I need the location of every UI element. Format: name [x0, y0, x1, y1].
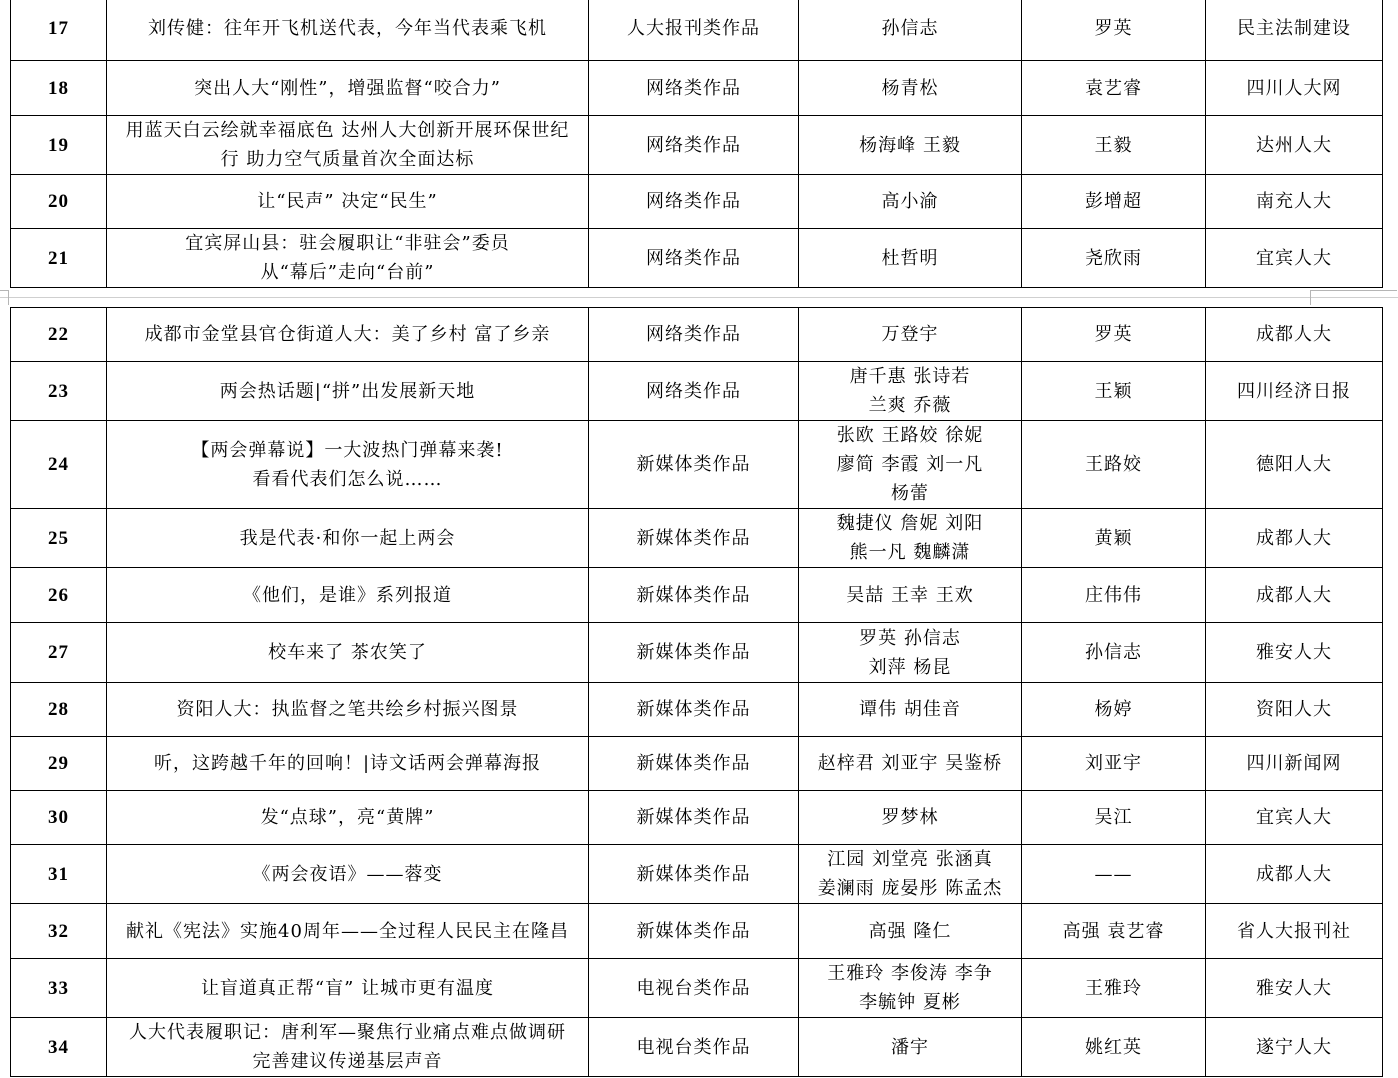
awards-table-top	[10, 0, 1383, 288]
editor-cell	[1022, 421, 1206, 509]
row-number: 29	[48, 753, 69, 774]
table-row	[11, 791, 1383, 845]
editor-text: ——	[1094, 863, 1133, 885]
title-line: 看看代表们怎么说……	[252, 468, 443, 490]
title-cell	[107, 0, 589, 61]
editor-cell	[1022, 791, 1206, 845]
authors-line: 兰爽 乔薇	[868, 395, 952, 416]
editor-text: 尧欣雨	[1085, 247, 1142, 269]
editor-cell	[1022, 362, 1206, 421]
unit-text: 四川人大网	[1246, 77, 1342, 99]
row-number: 24	[48, 454, 69, 475]
unit-text: 民主法制建设	[1237, 18, 1351, 39]
editor-cell	[1022, 737, 1206, 791]
editor-cell	[1022, 904, 1206, 959]
title-cell	[107, 229, 589, 288]
authors-line: 吴喆 王幸 王欢	[846, 584, 974, 606]
title-line: 突出人大“刚性”，增强监督“咬合力”	[194, 77, 501, 99]
title-line: 两会热话题|“拼”出发展新天地	[219, 380, 476, 402]
unit-cell	[1206, 845, 1383, 904]
authors-cell	[799, 623, 1022, 683]
unit-text: 雅安人大	[1256, 977, 1332, 999]
editor-text: 王路姣	[1085, 454, 1142, 475]
row-number: 21	[48, 247, 69, 269]
unit-cell	[1206, 509, 1383, 568]
authors-line: 熊一凡 魏麟潇	[849, 542, 971, 563]
authors-line: 高强 隆仁	[868, 920, 952, 942]
title-cell	[107, 421, 589, 509]
title-line: 听，这跨越千年的回响！|诗文话两会弹幕海报	[153, 753, 542, 774]
title-line: 成都市金堂县官仓街道人大：美了乡村 富了乡亲	[144, 324, 551, 345]
unit-cell	[1206, 791, 1383, 845]
title-cell	[107, 116, 589, 175]
category-cell	[589, 362, 799, 421]
title-cell	[107, 568, 589, 623]
category-text: 电视台类作品	[636, 1036, 751, 1058]
row-number: 17	[48, 18, 69, 39]
category-cell	[589, 175, 799, 229]
editor-text: 王颖	[1094, 380, 1133, 402]
category-cell	[589, 1018, 799, 1077]
title-line: 宜宾屏山县：驻会履职让“非驻会”委员	[185, 233, 510, 254]
category-text: 新媒体类作品	[636, 699, 751, 720]
unit-cell	[1206, 623, 1383, 683]
row-number-cell	[11, 421, 107, 509]
category-cell	[589, 116, 799, 175]
authors-line: 赵梓君 刘亚宇 吴鉴桥	[817, 753, 1003, 774]
table-row	[11, 509, 1383, 568]
table-row	[11, 737, 1383, 791]
unit-text: 成都人大	[1256, 584, 1332, 606]
title-line: 人大代表履职记：唐利军—聚焦行业痛点难点做调研	[129, 1022, 566, 1043]
title-cell	[107, 623, 589, 683]
category-text: 人大报刊类作品	[627, 18, 760, 39]
table-row	[11, 175, 1383, 229]
table-row	[11, 421, 1383, 509]
unit-cell	[1206, 1018, 1383, 1077]
category-cell	[589, 683, 799, 737]
awards-table-bottom	[10, 307, 1383, 1077]
authors-cell	[799, 229, 1022, 288]
editor-text: 袁艺睿	[1085, 77, 1142, 99]
editor-text: 王毅	[1094, 134, 1133, 156]
unit-text: 四川经济日报	[1237, 380, 1351, 402]
editor-cell	[1022, 509, 1206, 568]
row-number-cell	[11, 308, 107, 362]
authors-cell	[799, 421, 1022, 509]
page-corner-mark-left	[0, 290, 9, 305]
authors-line: 孙信志	[881, 18, 939, 39]
title-cell	[107, 1018, 589, 1077]
category-cell	[589, 308, 799, 362]
editor-cell	[1022, 116, 1206, 175]
row-number: 26	[48, 584, 69, 606]
row-number: 32	[48, 920, 69, 942]
authors-line: 王雅玲 李俊涛 李争	[827, 963, 993, 984]
editor-cell	[1022, 568, 1206, 623]
editor-text: 姚红英	[1085, 1036, 1142, 1058]
unit-text: 成都人大	[1256, 324, 1332, 345]
row-number-cell	[11, 175, 107, 229]
title-line: 【两会弹幕说】一大波热门弹幕来袭!	[191, 439, 504, 461]
title-cell	[107, 61, 589, 116]
category-cell	[589, 959, 799, 1018]
authors-line: 李毓钟 夏彬	[859, 992, 961, 1013]
title-line: 从“幕后”走向“台前”	[260, 262, 435, 283]
category-cell	[589, 623, 799, 683]
authors-line: 潘宇	[891, 1036, 929, 1058]
editor-text: 孙信志	[1085, 642, 1142, 663]
authors-cell	[799, 116, 1022, 175]
row-number-cell	[11, 959, 107, 1018]
table-row	[11, 1018, 1383, 1077]
authors-line: 张欧 王路姣 徐妮	[836, 425, 984, 446]
row-number: 34	[48, 1036, 69, 1058]
category-text: 网络类作品	[646, 77, 741, 99]
unit-text: 宜宾人大	[1256, 807, 1332, 828]
authors-cell	[799, 175, 1022, 229]
authors-line: 杜哲明	[881, 247, 939, 269]
authors-cell	[799, 61, 1022, 116]
unit-cell	[1206, 175, 1383, 229]
row-number-cell	[11, 229, 107, 288]
editor-text: 罗英	[1094, 324, 1133, 345]
row-number-cell	[11, 509, 107, 568]
category-text: 新媒体类作品	[636, 863, 751, 885]
category-text: 新媒体类作品	[636, 642, 751, 663]
title-line: 我是代表·和你一起上两会	[239, 527, 456, 549]
category-text: 新媒体类作品	[636, 753, 751, 774]
authors-line: 杨青松	[881, 77, 939, 99]
unit-cell	[1206, 362, 1383, 421]
title-cell	[107, 175, 589, 229]
editor-text: 罗英	[1094, 18, 1133, 39]
category-text: 网络类作品	[646, 324, 741, 345]
authors-line: 杨蕾	[891, 483, 929, 504]
editor-text: 杨婷	[1094, 699, 1133, 720]
editor-cell	[1022, 1018, 1206, 1077]
row-number: 25	[48, 527, 69, 549]
title-cell	[107, 362, 589, 421]
editor-cell	[1022, 0, 1206, 61]
row-number: 19	[48, 134, 69, 156]
table-row	[11, 683, 1383, 737]
unit-cell	[1206, 959, 1383, 1018]
unit-text: 雅安人大	[1256, 642, 1332, 663]
editor-text: 庄伟伟	[1085, 584, 1142, 606]
editor-text: 黄颖	[1094, 527, 1133, 549]
page-corner-mark-right	[1310, 290, 1397, 305]
unit-text: 南充人大	[1256, 191, 1332, 212]
editor-cell	[1022, 308, 1206, 362]
authors-cell	[799, 308, 1022, 362]
editor-cell	[1022, 175, 1206, 229]
authors-line: 江园 刘堂亮 张涵真	[827, 849, 993, 870]
table-row	[11, 229, 1383, 288]
unit-text: 省人大报刊社	[1237, 920, 1351, 942]
row-number-cell	[11, 683, 107, 737]
row-number-cell	[11, 791, 107, 845]
unit-cell	[1206, 737, 1383, 791]
category-cell	[589, 509, 799, 568]
authors-line: 唐千惠 张诗若	[849, 366, 971, 387]
title-line: 让“民声” 决定“民生”	[257, 191, 438, 212]
row-number-cell	[11, 904, 107, 959]
title-line: 刘传健：往年开飞机送代表，今年当代表乘飞机	[148, 18, 547, 39]
authors-line: 万登宇	[881, 324, 939, 345]
authors-line: 姜澜雨 庞晏彤 陈孟杰	[817, 878, 1003, 899]
row-number-cell	[11, 568, 107, 623]
authors-line: 高小渝	[881, 191, 939, 212]
unit-text: 四川新闻网	[1246, 753, 1342, 774]
authors-line: 罗梦林	[881, 807, 939, 828]
row-number-cell	[11, 116, 107, 175]
authors-cell	[799, 568, 1022, 623]
row-number-cell	[11, 0, 107, 61]
authors-cell	[799, 737, 1022, 791]
authors-line: 魏捷仪 詹妮 刘阳	[836, 513, 984, 534]
title-line: 校车来了 茶农笑了	[268, 642, 427, 663]
page-break-line	[0, 297, 1398, 298]
unit-cell	[1206, 308, 1383, 362]
row-number-cell	[11, 362, 107, 421]
title-cell	[107, 845, 589, 904]
editor-cell	[1022, 683, 1206, 737]
unit-text: 成都人大	[1256, 527, 1332, 549]
category-cell	[589, 737, 799, 791]
authors-line: 杨海峰 王毅	[859, 134, 961, 156]
unit-text: 达州人大	[1256, 134, 1332, 156]
category-text: 新媒体类作品	[636, 920, 751, 942]
authors-cell	[799, 683, 1022, 737]
editor-text: 高强 袁艺睿	[1062, 920, 1165, 942]
editor-cell	[1022, 623, 1206, 683]
authors-line: 谭伟 胡佳音	[859, 699, 961, 720]
category-text: 新媒体类作品	[636, 527, 751, 549]
editor-text: 王雅玲	[1085, 977, 1142, 999]
authors-cell	[799, 509, 1022, 568]
editor-text: 彭增超	[1085, 191, 1142, 212]
row-number: 33	[48, 977, 69, 999]
table-row	[11, 568, 1383, 623]
title-cell	[107, 791, 589, 845]
unit-text: 成都人大	[1256, 863, 1332, 885]
category-cell	[589, 904, 799, 959]
category-cell	[589, 0, 799, 61]
category-text: 新媒体类作品	[636, 454, 751, 475]
table-row	[11, 116, 1383, 175]
unit-cell	[1206, 421, 1383, 509]
category-cell	[589, 61, 799, 116]
table-row	[11, 0, 1383, 61]
authors-cell	[799, 959, 1022, 1018]
row-number: 22	[48, 324, 69, 345]
title-line: 《他们，是谁》系列报道	[243, 584, 452, 606]
title-cell	[107, 509, 589, 568]
unit-cell	[1206, 0, 1383, 61]
title-line: 《两会夜语》——蓉变	[252, 863, 443, 885]
unit-cell	[1206, 904, 1383, 959]
row-number: 28	[48, 699, 69, 720]
title-line: 献礼《宪法》实施40周年——全过程人民民主在隆昌	[126, 920, 569, 942]
unit-text: 德阳人大	[1256, 454, 1332, 475]
row-number-cell	[11, 737, 107, 791]
table-row	[11, 308, 1383, 362]
authors-cell	[799, 362, 1022, 421]
editor-text: 吴江	[1094, 807, 1133, 828]
table-row	[11, 959, 1383, 1018]
authors-line: 刘萍 杨昆	[868, 656, 952, 678]
unit-cell	[1206, 683, 1383, 737]
authors-cell	[799, 904, 1022, 959]
editor-cell	[1022, 959, 1206, 1018]
row-number: 31	[48, 863, 69, 885]
row-number: 30	[48, 807, 69, 828]
title-cell	[107, 959, 589, 1018]
title-cell	[107, 308, 589, 362]
row-number-cell	[11, 61, 107, 116]
title-line: 资阳人大：执监督之笔共绘乡村振兴图景	[176, 699, 519, 720]
title-line: 让盲道真正帮“盲” 让城市更有温度	[200, 977, 495, 999]
authors-line: 廖简 李霞 刘一凡	[836, 454, 984, 475]
category-cell	[589, 421, 799, 509]
unit-text: 遂宁人大	[1256, 1036, 1332, 1058]
table-row	[11, 362, 1383, 421]
unit-cell	[1206, 61, 1383, 116]
category-cell	[589, 568, 799, 623]
category-cell	[589, 791, 799, 845]
category-text: 电视台类作品	[636, 977, 751, 999]
unit-text: 宜宾人大	[1256, 247, 1332, 269]
title-cell	[107, 683, 589, 737]
row-number: 18	[48, 77, 69, 99]
row-number-cell	[11, 1018, 107, 1077]
row-number: 20	[48, 191, 69, 212]
category-text: 网络类作品	[646, 380, 741, 402]
table-row	[11, 623, 1383, 683]
authors-cell	[799, 845, 1022, 904]
category-cell	[589, 845, 799, 904]
row-number: 27	[48, 642, 69, 663]
category-text: 新媒体类作品	[636, 807, 751, 828]
unit-cell	[1206, 116, 1383, 175]
title-line: 用蓝天白云绘就幸福底色 达州人大创新开展环保世纪	[125, 120, 570, 141]
authors-cell	[799, 0, 1022, 61]
row-number: 23	[48, 380, 69, 402]
authors-cell	[799, 1018, 1022, 1077]
table-row	[11, 845, 1383, 904]
title-cell	[107, 737, 589, 791]
editor-text: 刘亚宇	[1085, 753, 1142, 774]
category-text: 网络类作品	[646, 134, 741, 156]
category-text: 新媒体类作品	[636, 584, 751, 606]
editor-cell	[1022, 61, 1206, 116]
editor-cell	[1022, 229, 1206, 288]
unit-text: 资阳人大	[1256, 699, 1332, 720]
row-number-cell	[11, 845, 107, 904]
table-row	[11, 61, 1383, 116]
title-line: 行 助力空气质量首次全面达标	[220, 149, 475, 170]
unit-cell	[1206, 568, 1383, 623]
title-line: 发“点球”，亮“黄牌”	[260, 807, 435, 828]
category-text: 网络类作品	[646, 191, 741, 212]
unit-cell	[1206, 229, 1383, 288]
title-line: 完善建议传递基层声音	[252, 1051, 443, 1072]
authors-cell	[799, 791, 1022, 845]
row-number-cell	[11, 623, 107, 683]
authors-line: 罗英 孙信志	[859, 627, 961, 649]
title-cell	[107, 904, 589, 959]
table-row	[11, 904, 1383, 959]
category-cell	[589, 229, 799, 288]
editor-cell	[1022, 845, 1206, 904]
category-text: 网络类作品	[646, 247, 741, 269]
